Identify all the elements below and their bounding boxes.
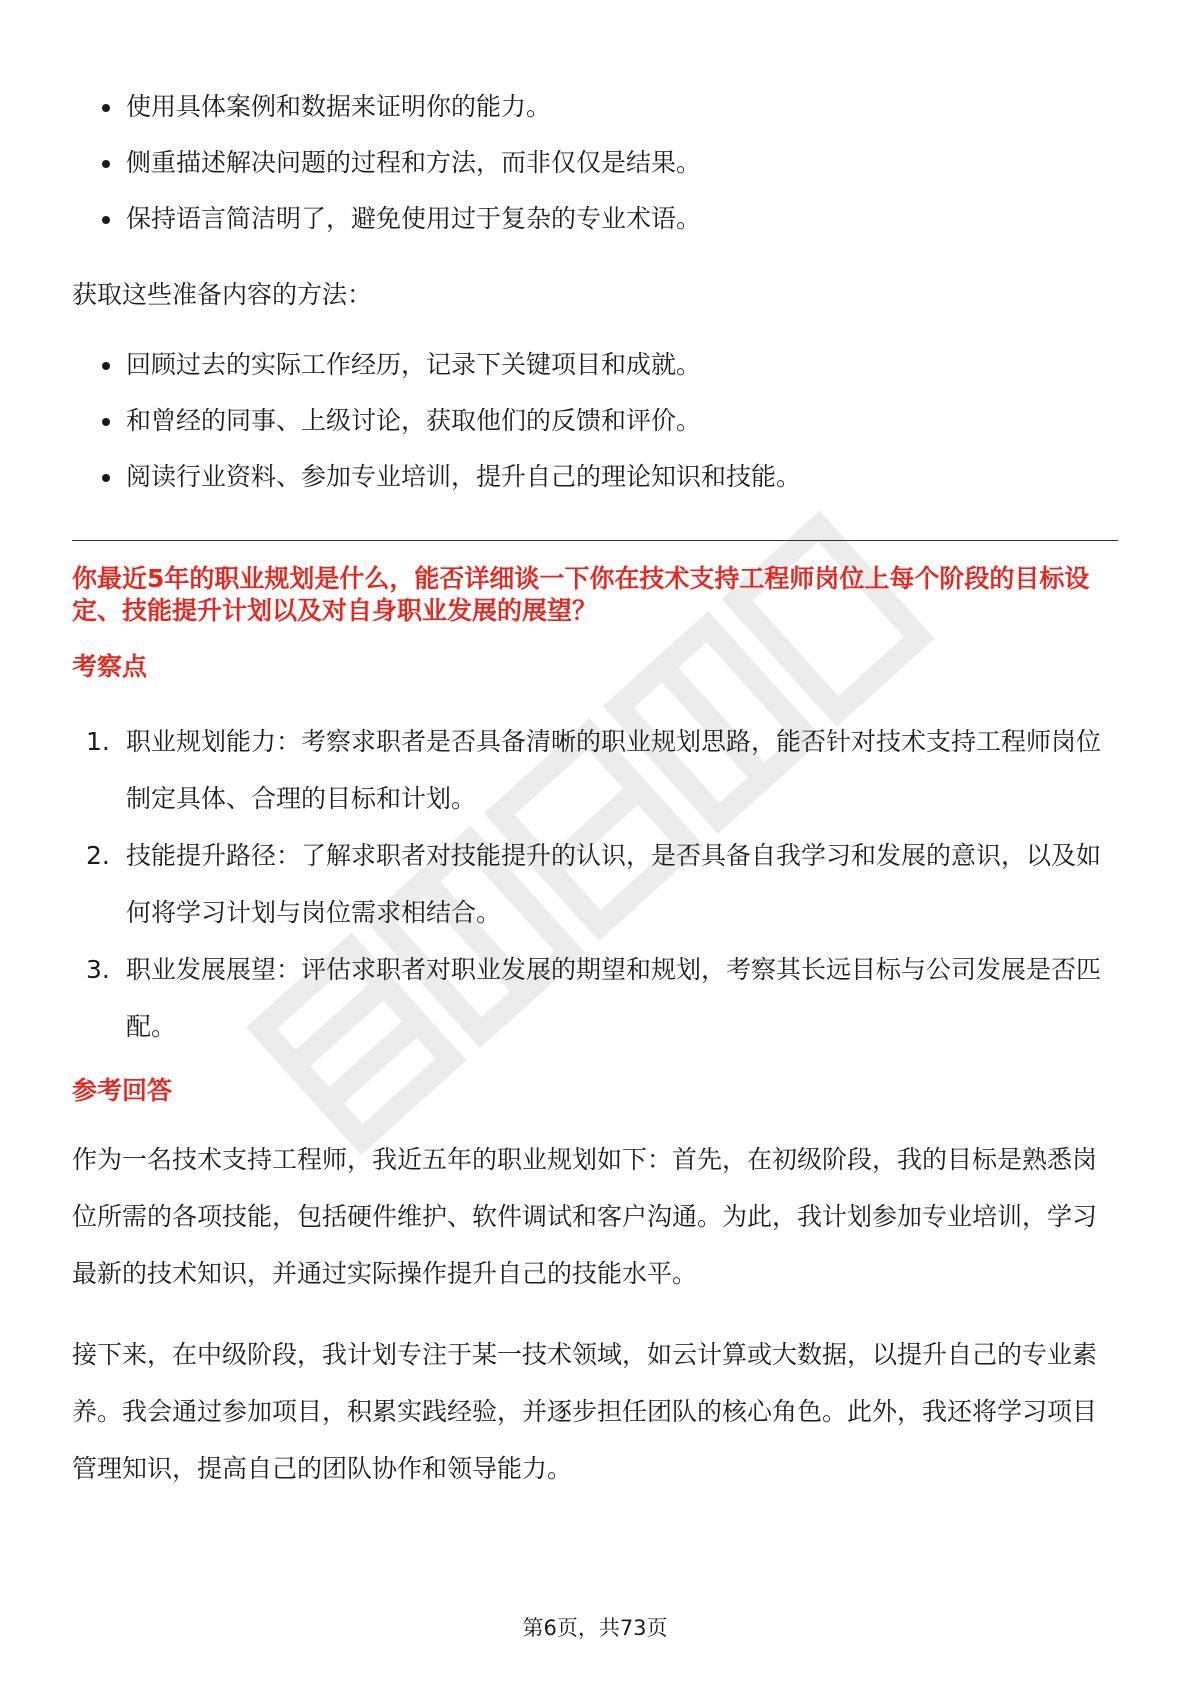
content [72, 90, 1118, 1497]
list-item: 保持语言简洁明了，避免使用过于复杂的专业术语。 [72, 202, 1118, 236]
question-title: 你最近5年的职业规划是什么，能否详细谈一下你在技术支持工程师岗位上每个阶段的目标设定、技能提升计划以及对自身职业发展的展望？ [72, 564, 1090, 625]
list-item: 1. 职业规划能力：考察求职者是否具备清晰的职业规划思路，能否针对技术支持工程师岗位制定具体、合理的目标和计划。 [86, 727, 1102, 813]
page-footer: 第6页，共73页 [522, 1616, 668, 1640]
list-item: 3. 职业发展展望：评估求职者对职业发展的期望和规划，考察其长远目标与公司发展是否匹配。 [86, 955, 1102, 1041]
bullet-icon [102, 104, 110, 112]
list-item: 2. 技能提升路径：了解求职者对技能提升的认识，是否具备自我学习和发展的意识，以及如何将学习计划与岗位需求相结合。 [86, 841, 1102, 927]
bullet-icon [102, 362, 110, 370]
bullet-icon [102, 418, 110, 426]
list-item: 使用具体案例和数据来证明你的能力。 [72, 90, 1118, 124]
list-item: 阅读行业资料、参加专业培训，提升自己的理论知识和技能。 [72, 460, 1118, 494]
tips-list [72, 90, 1118, 236]
points-list [72, 713, 1118, 1055]
points-heading: 考察点 [72, 652, 148, 681]
answer-heading: 参考回答 [72, 1076, 173, 1105]
list-item: 回顾过去的实际工作经历，记录下关键项目和成就。 [72, 348, 1118, 382]
list-item: 和曾经的同事、上级讨论，获取他们的反馈和评价。 [72, 404, 1118, 438]
bullet-icon [102, 474, 110, 482]
bullet-icon [102, 216, 110, 224]
answer-paragraph: 作为一名技术支持工程师，我近五年的职业规划如下：首先，在初级阶段，我的目标是熟悉岗位所需的各项技能，包括硬件维护、软件调试和客户沟通。为此，我计划参加专业培训，学习最新的技术知识，并通过实际操作提升自己的技能水平。 [72, 1145, 1098, 1288]
bullet-icon [102, 160, 110, 168]
answer-paragraph: 接下来，在中级阶段，我计划专注于某一技术领域，如云计算或大数据，以提升自己的专业素养。我会通过参加项目，积累实践经验，并逐步担任团队的核心角色。此外，我还将学习项目管理知识，提高自己的团队协作和领导能力。 [72, 1340, 1098, 1483]
methods-intro: 获取这些准备内容的方法： [72, 280, 373, 309]
list-item: 侧重描述解决问题的过程和方法，而非仅仅是结果。 [72, 146, 1118, 180]
section-divider [72, 540, 1118, 541]
methods-list [72, 348, 1118, 494]
